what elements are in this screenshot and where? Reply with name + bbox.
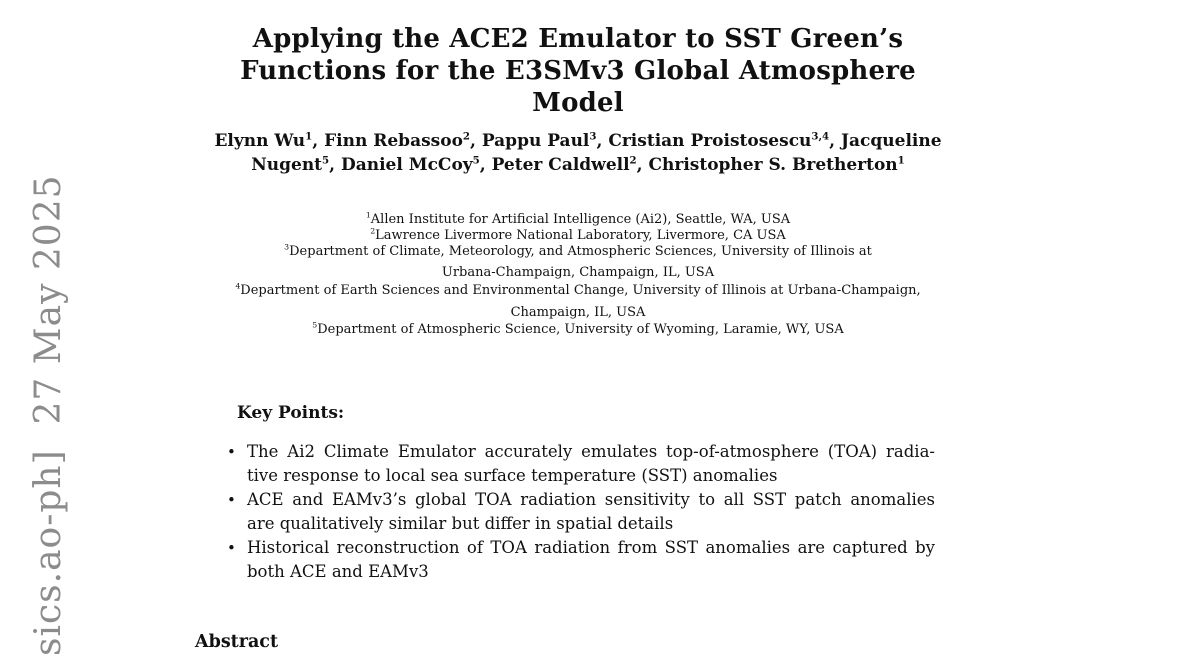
key-points-list [247, 440, 935, 584]
key-points-heading: Key Points: [237, 403, 344, 423]
key-point-line: • The Ai2 Climate Emulator accurately emulates top-of-atmosphere (TOA) radia- [247, 440, 935, 464]
affiliation-line: $^4$Department of Earth Sciences and Environmental Change, University of Illinois at Urbana-Champaign, [193, 283, 963, 299]
affiliation-list [193, 212, 963, 338]
abstract-heading: Abstract [195, 632, 278, 652]
author-line-2: Nugent$^5$, Daniel McCoy$^5$, Peter Caldwell$^2$, Christopher S. Bretherton$^1$ [193, 153, 963, 177]
affiliation-line: Champaign, IL, USA [193, 305, 963, 321]
key-point-item [247, 536, 935, 584]
title-line-1: Applying the ACE2 Emulator to SST Green’s [193, 23, 963, 55]
key-point-line: • Historical reconstruction of TOA radiation from SST anomalies are captured by [247, 536, 935, 560]
key-point-line: both ACE and EAMv3 [247, 560, 935, 584]
arxiv-banner: sics.ao-ph] 27 May 2025 [28, 174, 70, 656]
affiliation-line: $^5$Department of Atmospheric Science, University of Wyoming, Laramie, WY, USA [193, 322, 963, 338]
affiliation-line: $^1$Allen Institute for Artificial Intelligence (Ai2), Seattle, WA, USA [193, 212, 963, 228]
affiliation-line: Urbana-Champaign, Champaign, IL, USA [193, 265, 963, 281]
paper-content [193, 0, 963, 648]
paper-title [193, 23, 963, 119]
affiliation-line: $^2$Lawrence Livermore National Laboratory, Livermore, CA USA [193, 228, 963, 244]
key-point-line: • ACE and EAMv3’s global TOA radiation sensitivity to all SST patch anomalies [247, 488, 935, 512]
title-line-2: Functions for the E3SMv3 Global Atmosphere Model [193, 55, 963, 119]
author-line-1: Elynn Wu$^1$, Finn Rebassoo$^2$, Pappu Paul$^3$, Cristian Proistosescu$^{3,4}$, Jacqueline [193, 129, 963, 153]
affiliation-line: $^3$Department of Climate, Meteorology, and Atmospheric Sciences, University of Illinois at [193, 244, 963, 260]
author-list [193, 129, 963, 177]
key-point-item [247, 488, 935, 536]
key-point-line: are qualitatively similar but differ in spatial details [247, 512, 935, 536]
key-point-line: tive response to local sea surface temperature (SST) anomalies [247, 464, 935, 488]
key-point-item [247, 440, 935, 488]
